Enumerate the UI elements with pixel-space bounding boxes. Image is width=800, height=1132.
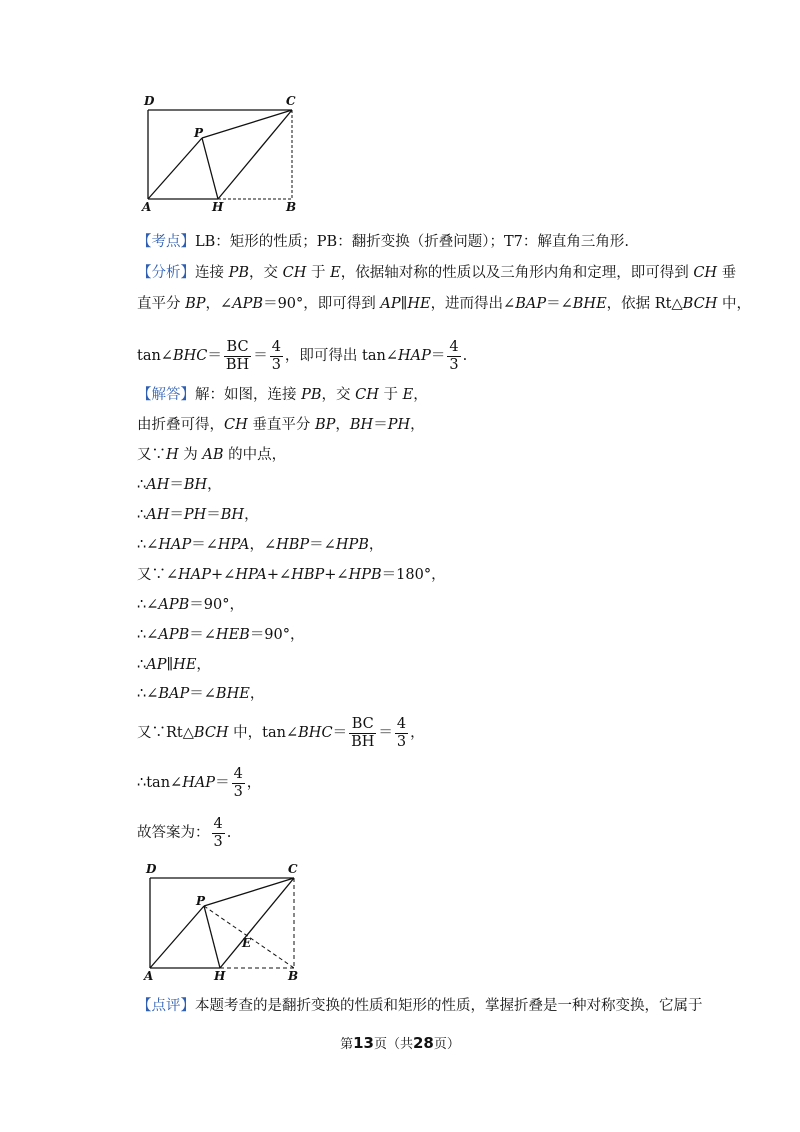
jieda-line-13 xyxy=(137,765,261,801)
text: ∥ xyxy=(400,296,408,312)
label-B: B xyxy=(286,200,297,214)
jieda-line-14 xyxy=(137,815,231,851)
text: ＝ xyxy=(332,725,348,741)
label-C: C xyxy=(288,862,298,876)
numerator: 4 xyxy=(396,715,407,732)
var: HPB xyxy=(335,537,369,553)
jieda-line-12 xyxy=(137,715,425,751)
jieda-line-5 xyxy=(137,505,259,525)
text: ＝180°， xyxy=(381,567,446,583)
fraction-4-3 xyxy=(232,766,245,801)
denominator: 3 xyxy=(449,356,459,373)
edge-AP xyxy=(150,906,204,968)
var: BCH xyxy=(193,725,229,741)
footer-text: 第 xyxy=(340,1037,354,1052)
text: 又∵∠ xyxy=(137,567,179,583)
text: ∴∠ xyxy=(137,627,159,643)
var: BAP xyxy=(158,686,190,702)
jieda-line-4 xyxy=(137,475,222,495)
numerator: 4 xyxy=(233,765,243,782)
text: ， xyxy=(207,477,222,493)
var: APB xyxy=(158,597,190,613)
text: 于 xyxy=(306,265,331,281)
var: HAP xyxy=(178,567,212,583)
numerator: 4 xyxy=(271,338,281,355)
text: ，交 xyxy=(249,265,283,281)
text: ∴∠ xyxy=(137,686,159,702)
label-P: P xyxy=(194,126,204,140)
text: ∥ xyxy=(166,657,174,673)
edge-PH xyxy=(202,138,218,199)
var: CH xyxy=(224,417,248,433)
numerator: BC xyxy=(349,716,376,734)
numerator: BC xyxy=(224,339,251,357)
fraction-4-3 xyxy=(447,339,460,374)
jieda-line-1 xyxy=(137,385,428,405)
label-C: C xyxy=(286,94,296,108)
jieda-line-11 xyxy=(137,684,264,704)
text: . xyxy=(226,825,232,841)
text: ＝ xyxy=(430,348,446,364)
page-number: 13 xyxy=(353,1034,374,1052)
var: AB xyxy=(202,447,224,463)
var: BHC xyxy=(298,725,333,741)
text: tan∠ xyxy=(137,348,173,364)
text: ＝90°， xyxy=(249,627,305,643)
text: ，依据 Rt△ xyxy=(606,296,683,312)
var: PH xyxy=(387,417,411,433)
label-H: H xyxy=(212,200,224,214)
label-H: H xyxy=(214,969,226,983)
fenxi-tag: 【分析】 xyxy=(137,265,195,281)
figure-2 xyxy=(138,860,308,988)
var: HEB xyxy=(215,627,250,643)
var: H xyxy=(166,447,179,463)
text: ＝∠ xyxy=(309,537,336,553)
denominator: BH xyxy=(225,356,250,373)
kaodian-line xyxy=(137,232,629,252)
text: ，即可得出 tan∠ xyxy=(284,348,398,364)
numerator: 4 xyxy=(213,815,223,832)
text: 的中点， xyxy=(223,447,287,463)
label-D: D xyxy=(144,94,155,108)
var: AP xyxy=(380,296,401,312)
edge-AP xyxy=(148,138,202,199)
text: ∴∠ xyxy=(137,537,159,553)
figure-1 xyxy=(136,92,306,220)
var: HAP xyxy=(398,348,431,364)
text: ， xyxy=(368,537,384,553)
var: PH xyxy=(183,507,207,523)
var: AH xyxy=(146,507,170,523)
var: CH xyxy=(693,265,718,281)
var: CH xyxy=(355,387,379,403)
text: ＝90°， xyxy=(189,597,244,613)
denominator: 3 xyxy=(396,733,407,750)
edge-PC xyxy=(202,110,292,138)
text: ＝ xyxy=(169,507,184,523)
fenxi-line-1 xyxy=(137,263,736,283)
text: 连接 xyxy=(195,265,229,281)
label-D: D xyxy=(146,862,157,876)
var: BHC xyxy=(172,348,208,364)
text: ∴∠ xyxy=(137,597,159,613)
numerator: 4 xyxy=(449,338,459,355)
var: HE xyxy=(173,657,197,673)
page-footer xyxy=(0,1033,800,1052)
text: ∴tan∠ xyxy=(137,775,183,791)
text: ＝90°，即可得到 xyxy=(263,296,381,312)
text: ， xyxy=(249,686,265,702)
edge-PC xyxy=(204,878,294,906)
text: 中， xyxy=(717,296,751,312)
label-A: A xyxy=(144,969,154,983)
text: ＝ xyxy=(378,725,393,741)
var: HPA xyxy=(217,537,250,553)
var: PB xyxy=(228,265,250,281)
fraction-bc-bh xyxy=(349,716,376,751)
text: ， xyxy=(196,657,211,673)
text: ， xyxy=(410,417,425,433)
jieda-line-3 xyxy=(137,445,286,465)
kaodian-text: LB：矩形的性质；PB：翻折变换（折叠问题）；T7：解直角三角形. xyxy=(195,234,629,250)
fraction-4-3 xyxy=(395,716,408,751)
footer-text: 页（共 xyxy=(373,1037,413,1052)
var: BAP xyxy=(515,296,547,312)
label-P: P xyxy=(196,894,206,908)
var: BH xyxy=(220,507,245,523)
text: ＝ xyxy=(215,775,230,791)
denominator: 3 xyxy=(213,833,223,850)
text: ，交 xyxy=(321,387,356,403)
footer-text: 页） xyxy=(433,1037,460,1052)
text: ， xyxy=(246,775,262,791)
text: 又∵ xyxy=(137,447,166,463)
jieda-line-10 xyxy=(137,655,211,675)
text: ∴ xyxy=(137,477,147,493)
var: E xyxy=(330,265,341,281)
text: ＝ xyxy=(253,348,268,364)
jieda-line-8 xyxy=(137,595,244,615)
kaodian-tag: 【考点】 xyxy=(137,234,195,250)
text: 中，tan∠ xyxy=(228,725,299,741)
fraction-4-3 xyxy=(270,339,283,374)
text: . xyxy=(462,348,468,364)
fenxi-line-3 xyxy=(137,338,467,374)
denominator: BH xyxy=(351,733,375,750)
text: ， xyxy=(244,507,259,523)
var: BP xyxy=(314,417,336,433)
text: +∠ xyxy=(211,567,236,583)
total-pages: 28 xyxy=(413,1034,434,1052)
dianping-text: 本题考查的是翻折变换的性质和矩形的性质，掌握折叠是一种对称变换，它属于 xyxy=(195,998,703,1014)
dianping-line xyxy=(137,996,703,1016)
text: ∴ xyxy=(137,507,147,523)
text: 直平分 xyxy=(137,296,186,312)
label-A: A xyxy=(142,200,152,214)
var: BHE xyxy=(572,296,607,312)
jieda-line-6 xyxy=(137,535,383,555)
text: ，进而得出∠ xyxy=(430,296,516,312)
var: PB xyxy=(301,387,322,403)
text: ＝∠ xyxy=(191,537,218,553)
text: ＝∠ xyxy=(546,296,573,312)
text: ＝ xyxy=(206,507,221,523)
jieda-line-7 xyxy=(137,565,446,585)
jieda-tag: 【解答】 xyxy=(137,387,195,403)
text: 垂直平分 xyxy=(247,417,315,433)
text: ， xyxy=(413,387,428,403)
text: 又∵Rt△ xyxy=(137,725,194,741)
var: HPB xyxy=(348,567,382,583)
text: 由折叠可得， xyxy=(137,417,224,433)
text: 为 xyxy=(178,447,203,463)
var: BP xyxy=(185,296,206,312)
label-B: B xyxy=(288,969,299,983)
jieda-line-2 xyxy=(137,415,425,435)
text: 故答案为： xyxy=(137,825,210,841)
var: AP xyxy=(146,657,167,673)
text: ，依据轴对称的性质以及三角形内角和定理，即可得到 xyxy=(340,265,694,281)
var: APB xyxy=(232,296,264,312)
text: ＝ xyxy=(169,477,184,493)
var: APB xyxy=(158,627,190,643)
text: 于 xyxy=(378,387,403,403)
var: HAP xyxy=(182,775,216,791)
var: HBP xyxy=(291,567,325,583)
text: ＝ xyxy=(207,348,222,364)
text: 解：如图，连接 xyxy=(195,387,302,403)
text: ， xyxy=(410,725,425,741)
var: HE xyxy=(407,296,431,312)
text: ＝∠ xyxy=(189,686,216,702)
edge-HC xyxy=(220,878,294,968)
var: BH xyxy=(183,477,208,493)
text: +∠ xyxy=(324,567,349,583)
text: ，∠ xyxy=(205,296,233,312)
fenxi-line-2 xyxy=(137,294,751,314)
text: 垂 xyxy=(717,265,737,281)
denominator: 3 xyxy=(233,783,243,800)
text: ＝∠ xyxy=(189,627,216,643)
var: E xyxy=(402,387,414,403)
var: HPA xyxy=(235,567,267,583)
fraction-4-3 xyxy=(212,816,225,851)
text: ， xyxy=(335,417,350,433)
var: HBP xyxy=(276,537,310,553)
text: +∠ xyxy=(266,567,292,583)
dianping-tag: 【点评】 xyxy=(137,998,195,1014)
var: BHE xyxy=(215,686,250,702)
var: HAP xyxy=(158,537,192,553)
var: AH xyxy=(146,477,170,493)
denominator: 3 xyxy=(271,356,281,373)
text: ，∠ xyxy=(249,537,277,553)
jieda-line-9 xyxy=(137,625,305,645)
var: BCH xyxy=(682,296,718,312)
var: CH xyxy=(282,265,307,281)
fraction-bc-bh xyxy=(224,339,251,374)
text: ∴ xyxy=(137,657,147,673)
text: ＝ xyxy=(373,417,388,433)
label-E: E xyxy=(242,936,252,950)
edge-HC xyxy=(218,110,292,199)
var: BH xyxy=(349,417,374,433)
